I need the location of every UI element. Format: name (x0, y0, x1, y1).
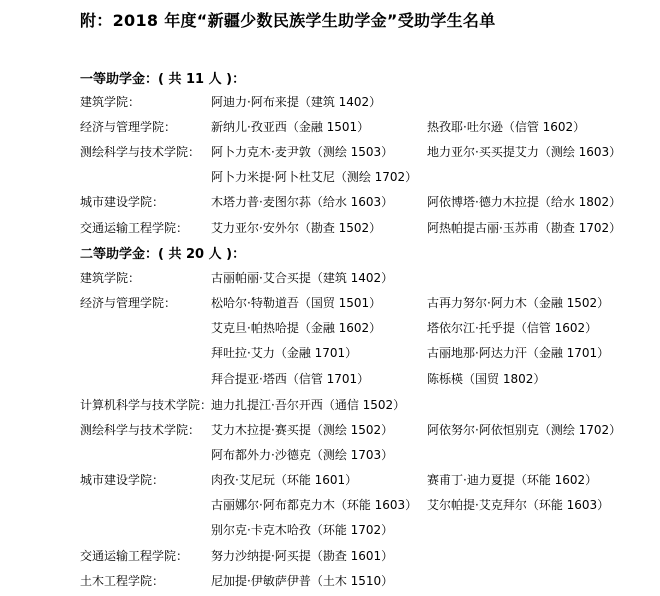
student-entry: 古再力努尔·阿力木（金融 1502） (427, 296, 610, 310)
student-entry: 陈栎楧（国贸 1802） (427, 372, 546, 386)
college-name: 测绘科学与技术学院： (80, 423, 201, 437)
section-heading-second-class: 二等助学金：( 共 20 人 )： (80, 247, 246, 262)
student-entry: 别尔克·卡克木哈孜（环能 1702） (211, 523, 394, 537)
student-entry: 古丽地那·阿达力汗（金融 1701） (427, 346, 610, 360)
student-entry: 阿依努尔·阿依恒别克（测绘 1702） (427, 423, 622, 437)
section-heading-first-class: 一等助学金：( 共 11 人 )： (80, 72, 246, 87)
student-entry: 阿热帕提古丽·玉苏甫（勘查 1702） (427, 221, 622, 235)
student-entry: 热孜耶·吐尔逊（信管 1602） (427, 120, 586, 134)
student-entry: 艾力木拉提·赛买提（测绘 1502） (211, 423, 394, 437)
student-entry: 阿迪力·阿布来提（建筑 1402） (211, 95, 382, 109)
college-name: 城市建设学院： (80, 195, 165, 209)
student-entry: 新纳儿·孜亚西（金融 1501） (211, 120, 370, 134)
student-entry: 阿布都外力·沙德克（测绘 1703） (211, 448, 394, 462)
college-name: 建筑学院： (80, 271, 141, 285)
college-name: 经济与管理学院： (80, 120, 177, 134)
college-name: 测绘科学与技术学院： (80, 145, 201, 159)
student-entry: 古丽帕丽·艾合买提（建筑 1402） (211, 271, 394, 285)
college-name: 计算机科学与技术学院： (80, 398, 213, 412)
student-entry: 努力沙纳提·阿买提（勘查 1601） (211, 549, 394, 563)
document-title: 附：2018 年度“新疆少数民族学生助学金”受助学生名单 (80, 11, 496, 30)
student-entry: 拜吐拉·艾力（金融 1701） (211, 346, 358, 360)
college-name: 城市建设学院： (80, 473, 165, 487)
student-entry: 古丽娜尔·阿布都克力木（环能 1603） (211, 498, 418, 512)
student-entry: 阿依博塔·德力木拉提（给水 1802） (427, 195, 622, 209)
student-entry: 肉孜·艾尼玩（环能 1601） (211, 473, 358, 487)
student-entry: 塔依尔江·托乎提（信管 1602） (427, 321, 598, 335)
college-name: 交通运输工程学院： (80, 221, 189, 235)
student-entry: 拜合提亚·塔西（信管 1701） (211, 372, 370, 386)
college-name: 建筑学院： (80, 95, 141, 109)
college-name: 土木工程学院： (80, 574, 165, 588)
student-entry: 尼加提·伊敏萨伊普（土木 1510） (211, 574, 394, 588)
student-entry: 地力亚尔·买买提艾力（测绘 1603） (427, 145, 622, 159)
student-entry: 阿卜力米提·阿卜杜艾尼（测绘 1702） (211, 170, 418, 184)
student-entry: 迪力扎提江·吾尔开西（通信 1502） (211, 398, 406, 412)
student-entry: 松哈尔·特勒道吾（国贸 1501） (211, 296, 382, 310)
student-entry: 木塔力普·麦图尔荪（给水 1603） (211, 195, 394, 209)
student-entry: 艾克旦·帕热哈提（金融 1602） (211, 321, 382, 335)
student-entry: 艾力亚尔·安外尔（勘查 1502） (211, 221, 382, 235)
student-entry: 阿卜力克木·麦尹敦（测绘 1503） (211, 145, 394, 159)
student-entry: 赛甫丁·迪力夏提（环能 1602） (427, 473, 598, 487)
student-entry: 艾尔帕提·艾克拜尔（环能 1603） (427, 498, 610, 512)
college-name: 交通运输工程学院： (80, 549, 189, 563)
college-name: 经济与管理学院： (80, 296, 177, 310)
